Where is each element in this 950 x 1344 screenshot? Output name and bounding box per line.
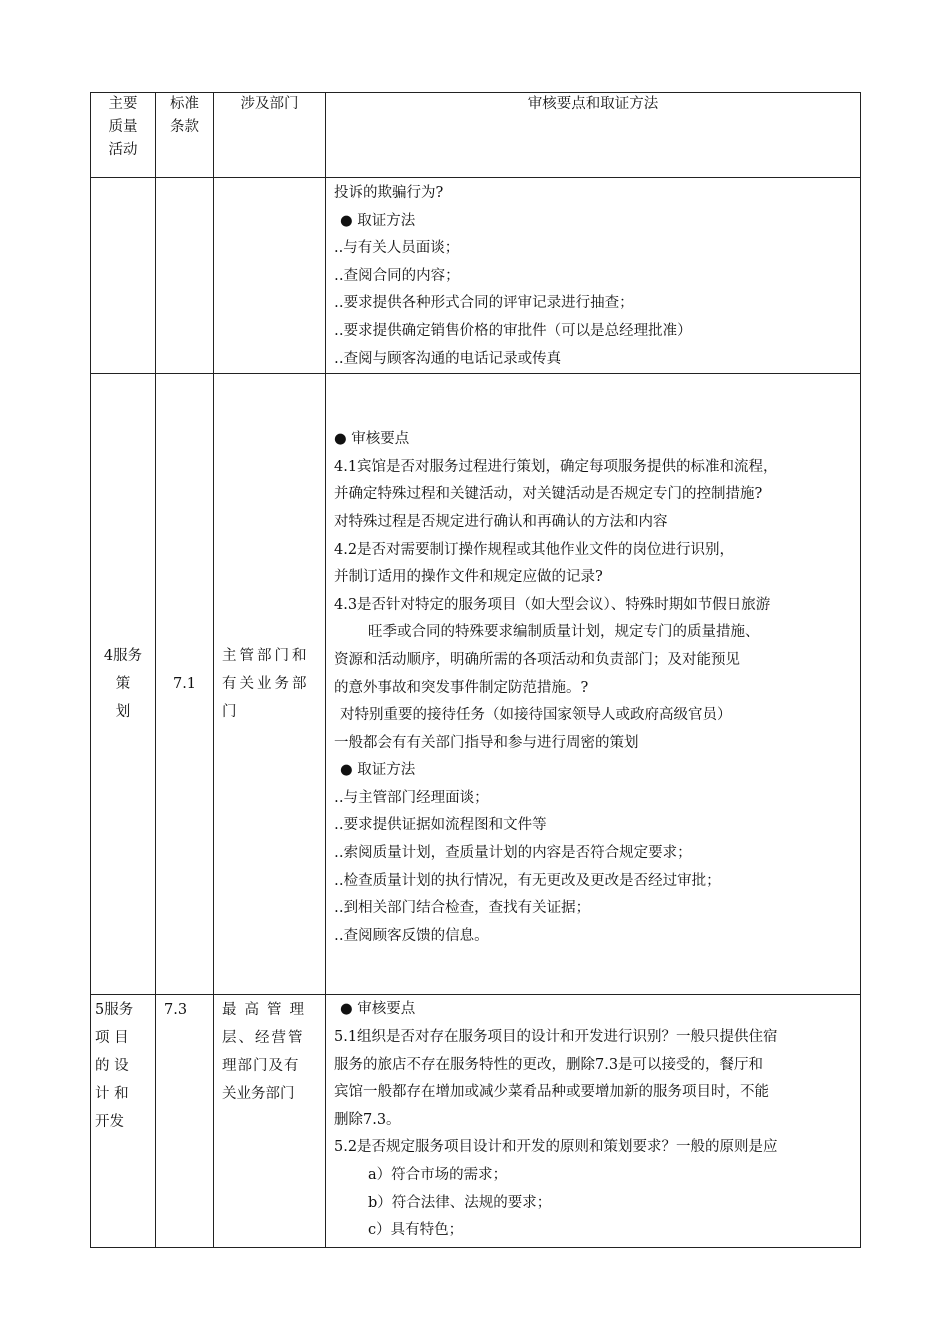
audit-line: ‥索阅质量计划，查质量计划的内容是否符合规定要求； bbox=[334, 845, 692, 862]
activity-line: 划 bbox=[115, 704, 131, 721]
audit-line: 4.3是否针对特定的服务项目（如大型会议）、特殊时期如节假日旅游 bbox=[334, 596, 771, 613]
audit-line: 并制订适用的操作文件和规定应做的记录? bbox=[334, 569, 603, 586]
clause-number: 7.3 bbox=[164, 1002, 188, 1019]
header-activity-line: 质量 bbox=[108, 119, 138, 135]
activity-cell bbox=[91, 374, 156, 995]
audit-line: 宾馆一般都存在增加或减少菜肴品种或要增加新的服务项目时，不能 bbox=[334, 1084, 769, 1101]
audit-line: 对特别重要的接待任务（如接待国家领导人或政府高级官员） bbox=[340, 707, 732, 724]
department-line: 门 bbox=[222, 704, 240, 721]
audit-line: ‥要求提供各种形式合同的评审记录进行抽查； bbox=[334, 295, 634, 312]
clause-cell bbox=[156, 178, 214, 374]
department-line: 层、经营管 bbox=[222, 1030, 305, 1047]
audit-line: b）符合法律、法规的要求； bbox=[368, 1194, 552, 1211]
table-row bbox=[91, 374, 861, 995]
activity-line: 策 bbox=[115, 676, 131, 693]
audit-line: ● 审核要点 bbox=[334, 431, 410, 448]
table-header-row bbox=[91, 93, 861, 178]
audit-line: a）符合市场的需求； bbox=[368, 1167, 508, 1183]
table-row bbox=[91, 995, 861, 1247]
header-department: 涉及部门 bbox=[214, 93, 326, 178]
audit-line: ‥查阅顾客反馈的信息。 bbox=[334, 927, 489, 944]
audit-line: 服务的旅店不存在服务特性的更改，删除7.3是可以接受的，餐厅和 bbox=[334, 1056, 764, 1073]
header-activity-line: 活动 bbox=[108, 142, 138, 158]
header-clause-line: 条款 bbox=[170, 119, 199, 135]
audit-line: 资源和活动顺序，明确所需的各项活动和负责部门；及对能预见 bbox=[334, 651, 740, 668]
audit-line: ..与有关人员面谈； bbox=[334, 240, 460, 257]
header-activity bbox=[91, 93, 156, 178]
activity-line: 计 和 bbox=[95, 1086, 129, 1103]
audit-line: 4.1宾馆是否对服务过程进行策划，确定每项服务提供的标准和流程， bbox=[334, 458, 778, 475]
audit-line: ‥要求提供证据如流程图和文件等 bbox=[334, 817, 547, 834]
audit-line: ● 取证方法 bbox=[340, 762, 416, 779]
header-activity-line: 主要 bbox=[108, 96, 138, 112]
department-cell bbox=[214, 995, 326, 1247]
department-line: 理部门及有 bbox=[222, 1058, 300, 1075]
audit-line: ‥检查质量计划的执行情况，有无更改及更改是否经过审批； bbox=[334, 872, 721, 889]
header-audit-points: 审核要点和取证方法 bbox=[326, 93, 861, 178]
activity-line: 5服务 bbox=[95, 1002, 134, 1019]
audit-cell bbox=[326, 374, 861, 995]
audit-line: c）具有特色； bbox=[368, 1222, 464, 1239]
department-cell bbox=[214, 178, 326, 374]
audit-table bbox=[90, 92, 861, 1248]
department-line: 主管部门和 bbox=[222, 648, 310, 665]
activity-line: 项 目 bbox=[95, 1030, 129, 1047]
audit-line: 5.1组织是否对存在服务项目的设计和开发进行识别？一般只提供住宿 bbox=[334, 1029, 778, 1046]
audit-line: 对特殊过程是否规定进行确认和再确认的方法和内容 bbox=[334, 513, 668, 530]
audit-line: 旺季或合同的特殊要求编制质量计划，规定专门的质量措施、 bbox=[368, 624, 760, 641]
audit-line: ‥与主管部门经理面谈； bbox=[334, 789, 489, 806]
activity-line: 4服务 bbox=[103, 648, 143, 665]
activity-cell bbox=[91, 178, 156, 374]
audit-line: ● 审核要点 bbox=[340, 1001, 416, 1018]
audit-cell bbox=[326, 178, 861, 374]
audit-line: ● 取证方法 bbox=[340, 212, 416, 229]
department-line: 关业务部门 bbox=[222, 1086, 295, 1103]
header-clause bbox=[156, 93, 214, 178]
department-line: 有关业务部 bbox=[222, 676, 310, 693]
audit-line: ‥查阅与顾客沟通的电话记录或传真 bbox=[334, 350, 562, 367]
activity-line: 的 设 bbox=[95, 1058, 129, 1075]
audit-line: 5.2是否规定服务项目设计和开发的原则和策划要求？一般的原则是应 bbox=[334, 1139, 778, 1156]
clause-cell bbox=[156, 995, 214, 1247]
audit-line: 4.2是否对需要制订操作规程或其他作业文件的岗位进行识别， bbox=[334, 541, 735, 558]
department-cell bbox=[214, 374, 326, 995]
clause-cell bbox=[156, 374, 214, 995]
table-row bbox=[91, 178, 861, 374]
activity-cell bbox=[91, 995, 156, 1247]
audit-line: 一般都会有有关部门指导和参与进行周密的策划 bbox=[334, 734, 639, 751]
audit-line: ‥到相关部门结合检查，查找有关证据； bbox=[334, 900, 591, 917]
header-clause-line: 标准 bbox=[170, 96, 199, 112]
activity-line: 开发 bbox=[95, 1114, 124, 1131]
clause-number: 7.1 bbox=[172, 676, 197, 693]
audit-line: ‥要求提供确定销售价格的审批件（可以是总经理批准） bbox=[334, 322, 692, 339]
audit-line: 删除7.3。 bbox=[334, 1111, 401, 1128]
audit-line: 并确定特殊过程和关键活动，对关键活动是否规定专门的控制措施? bbox=[334, 486, 763, 503]
audit-line: 投诉的欺骗行为? bbox=[334, 185, 444, 201]
audit-line: 的意外事故和突发事件制定防范措施。? bbox=[334, 679, 589, 696]
department-line: 最高管理 bbox=[222, 1002, 312, 1019]
audit-cell bbox=[326, 995, 861, 1247]
audit-line: ‥查阅合同的内容； bbox=[334, 267, 460, 284]
